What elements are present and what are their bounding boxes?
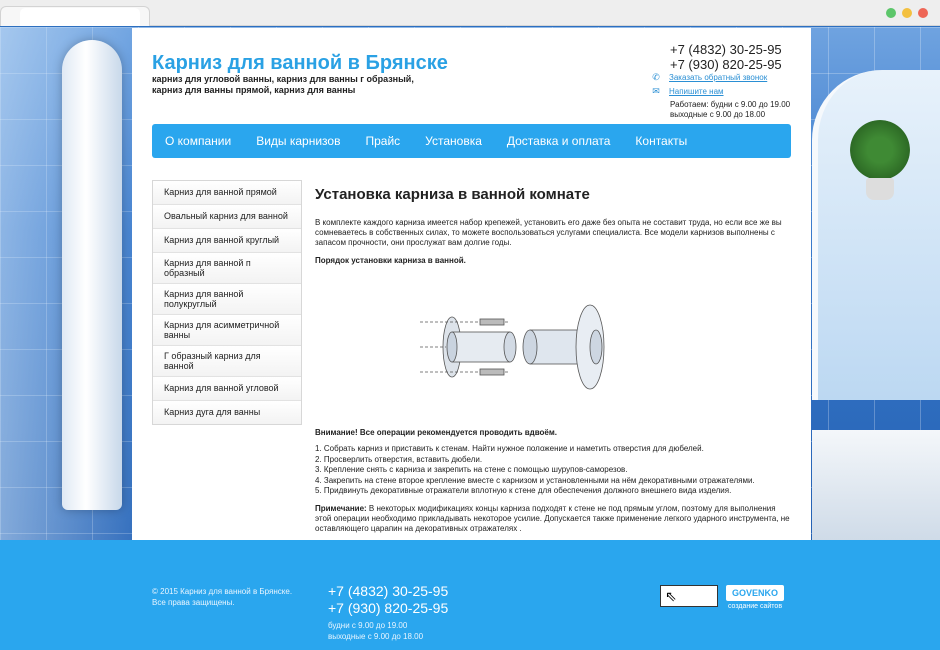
close-button[interactable] [918,8,928,18]
step-item: 4. Закрепить на стене второе крепление вместе с карнизом и установленными на нём декоративными отражателями. [315,475,755,485]
site-title[interactable]: Карниз для ванной в Брянске [152,52,448,74]
bathtub-image [812,430,940,540]
footer-hours-weekend: выходные с 9.00 до 18.00 [328,632,424,641]
order-title: Порядок установки карниза в ванной. [315,256,466,265]
site-subtitle [152,74,452,96]
footer-copyright [152,586,312,608]
sidebar-item-oval[interactable]: Овальный карниз для ванной [153,205,301,229]
header-phone-2[interactable]: +7 (930) 820-25-95 [670,57,782,72]
sidebar-item-straight[interactable]: Карниз для ванной прямой [153,181,301,205]
steps-list [315,444,791,497]
copyright-text: © 2015 Карниз для ванной в Брянске. [152,587,293,596]
header-phone-1[interactable]: +7 (4832) 30-25-95 [670,42,782,57]
page-title: Установка карниза в ванной комнате [315,186,590,203]
visit-counter[interactable] [660,585,718,607]
browser-toolbar [0,0,940,26]
sidebar-item-round[interactable]: Карниз для ванной круглый [153,229,301,253]
sidebar-item-semicircular[interactable]: Карниз для ванной полукруглый [153,284,301,315]
step-item: 5. Придвинуть декоративные отражатели вплотную к стене для обеспечения должного внешнего вида изделия. [315,486,732,495]
sidebar-item-l-shaped[interactable]: Г образный карниз для ванной [153,346,301,377]
window-controls [886,8,928,18]
footer [0,540,940,650]
intro-paragraph: В комплекте каждого карниза имеется набор крепежей, установить его даже без опыта не составит труда, но если все же вы сомневаетесь в собственных силах, то можете воспользоваться услугами специалиста. Все модели карнизов выполнены с запасом прочности, они прослужат вам долгие годы. [315,218,782,247]
rights-text: Все права защищены. [152,598,235,607]
nav-item-price[interactable]: Прайс [365,134,401,148]
main-nav [152,124,791,158]
note-paragraph [315,504,791,534]
installation-diagram [410,292,610,402]
envelope-icon: ✉ [652,86,660,96]
footer-phone-1[interactable]: +7 (4832) 30-25-95 [328,583,449,599]
minimize-button[interactable] [902,8,912,18]
footer-phones [328,583,448,617]
phone-icon: ✆ [652,72,660,82]
subtitle-line-1: карниз для угловой ванны, карниз для ванны г образный, [152,74,414,84]
step-item: 3. Крепление снять с карниза и закрепить на стене с помощью шурупов-саморезов. [315,465,628,474]
footer-hours [328,620,423,642]
sidebar-item-u-shaped[interactable]: Карниз для ванной п образный [153,253,301,284]
callback-link[interactable] [650,73,767,82]
sidebar-item-arc[interactable]: Карниз дуга для ванны [153,401,301,424]
nav-item-installation[interactable]: Установка [425,134,482,148]
maximize-button[interactable] [886,8,896,18]
warning-text: Внимание! Все операции рекомендуется проводить вдвоём. [315,428,558,437]
govenko-logo: GOVENKO [726,585,784,601]
shower-panel-image [62,40,122,510]
write-us-label[interactable]: Напишите нам [669,87,724,96]
nav-item-delivery[interactable]: Доставка и оплата [506,134,611,148]
footer-phone-2[interactable]: +7 (930) 820-25-95 [328,600,449,616]
plant-pot-image [866,178,894,200]
note-label: Примечание: [315,504,367,513]
step-item: 2. Просверлить отверстия, вставить дюбели. [315,454,483,464]
callback-label[interactable]: Заказать обратный звонок [669,73,768,82]
article [315,186,791,274]
nav-item-about[interactable]: О компании [165,134,232,148]
footer-hours-weekdays: будни с 9.00 до 19.00 [328,621,408,630]
govenko-tagline: создание сайтов [727,603,783,610]
hours-weekend: выходные с 9.00 до 18.00 [670,110,766,119]
sidebar-item-corner[interactable]: Карниз для ванной угловой [153,377,301,401]
nav-item-types[interactable]: Виды карнизов [256,134,341,148]
browser-tab-inner [20,8,140,26]
note-text: В некоторых модификациях концы карниза подходят к стене не под прямым углом, поэтому для выполнения этой операции необходимо прикладывать некоторое усилие. Допускается также применение легкого ударного инструмента, не оставляющего царапин на декоративных отражателях . [315,504,790,533]
diagram-drawing [420,305,604,389]
header-phones [670,42,782,72]
step-item: 1. Собрать карниз и приставить к стенам. Найти нужное положение и наметить отверстия для дюбелей. [315,444,704,453]
nav-item-contacts[interactable]: Контакты [635,134,688,148]
header-hours [670,100,790,120]
sidebar-item-asymmetric[interactable]: Карниз для асимметричной ванны [153,315,301,346]
write-us-link[interactable] [650,87,724,96]
hours-weekdays: Работаем: будни с 9.00 до 19.00 [670,100,791,109]
subtitle-line-2: карниз для ванны прямой, карниз для ванны [152,85,356,95]
plant-image [850,120,910,180]
govenko-logo-link[interactable] [726,585,784,613]
sidebar-menu [152,180,302,425]
arrow-icon: ⇖ [665,588,677,604]
